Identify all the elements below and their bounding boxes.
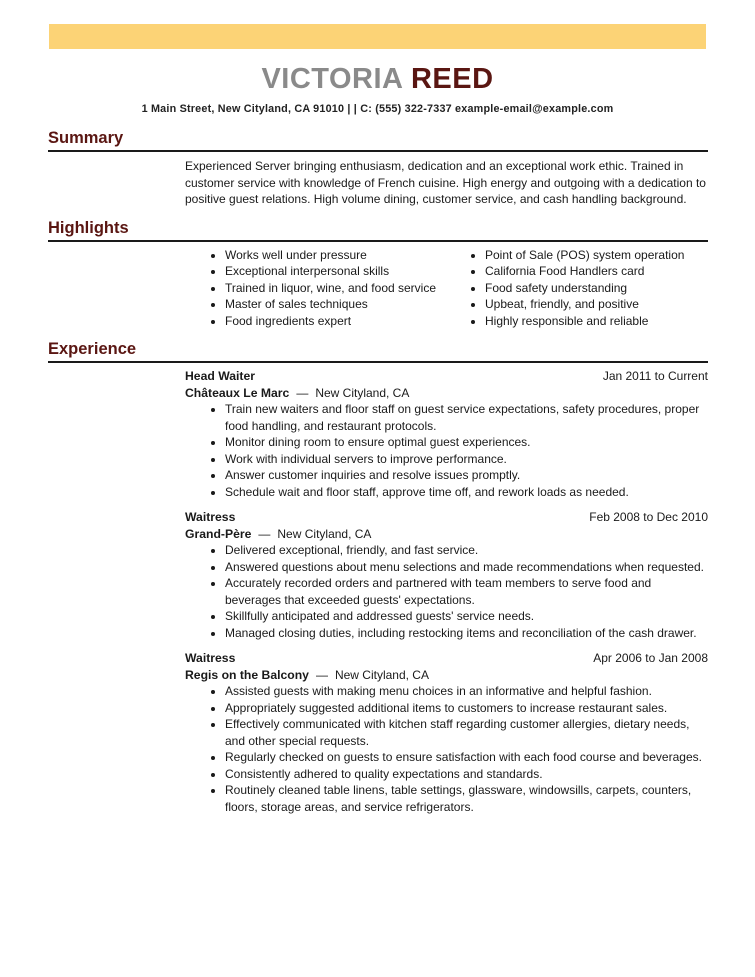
job-bullet: • Answered questions about menu selections and made recommendations when requested. — [225, 559, 708, 576]
company-separator: — — [296, 385, 309, 400]
resume-name — [0, 62, 755, 96]
accent-bar — [49, 24, 706, 49]
job-bullets — [185, 401, 708, 500]
highlights-column-right — [445, 247, 708, 330]
job-entry — [185, 509, 708, 641]
company-separator: — — [258, 526, 271, 541]
company-location: New Cityland, CA — [334, 667, 429, 682]
company-name: Grand-Père — [185, 526, 252, 541]
section-highlights — [48, 218, 708, 330]
highlights-column-left — [185, 247, 445, 330]
job-bullet: • Answer customer inquiries and resolve issues promptly. — [225, 467, 708, 484]
highlight-item: • Food ingredients expert — [225, 313, 445, 330]
job-dates: Apr 2006 to Jan 2008 — [593, 651, 708, 665]
highlight-item: • Trained in liquor, wine, and food service — [225, 280, 445, 297]
job-bullet: • Work with individual servers to improve performance. — [225, 451, 708, 468]
job-title: Waitress — [185, 651, 236, 665]
summary-title: Summary — [48, 128, 708, 152]
job-company-line — [185, 526, 708, 543]
job-bullet: • Skillfully anticipated and addressed guests' service needs. — [225, 608, 708, 625]
highlight-item: • Highly responsible and reliable — [485, 313, 708, 330]
highlights-title: Highlights — [48, 218, 708, 242]
company-name: Regis on the Balcony — [185, 667, 309, 682]
job-bullets — [185, 542, 708, 641]
first-name: VICTORIA — [261, 63, 403, 95]
experience-title: Experience — [48, 339, 708, 363]
company-location: New Cityland, CA — [315, 385, 410, 400]
highlight-item: • Point of Sale (POS) system operation — [485, 247, 708, 264]
job-title: Waitress — [185, 510, 236, 524]
job-bullet: • Regularly checked on guests to ensure satisfaction with each food course and beverages. — [225, 749, 708, 766]
job-bullet: • Effectively communicated with kitchen staff regarding customer allergies, dietary needs, and other special requests. — [225, 716, 708, 749]
job-entry — [185, 368, 708, 500]
experience-body — [185, 368, 708, 815]
job-bullet: • Routinely cleaned table linens, table settings, glassware, windowsills, carpets, counters, floors, storage areas, and service refrigerators. — [225, 782, 708, 815]
job-company-line — [185, 385, 708, 402]
summary-body — [185, 158, 708, 208]
job-title: Head Waiter — [185, 369, 255, 383]
section-experience — [48, 339, 708, 815]
summary-text: Experienced Server bringing enthusiasm, dedication and an exceptional work ethic. Trained in customer service with knowledge of French cuisine. High energy and outgoing with a dedication to positive guest relations. High volume dining, customer service, and cash handling background. — [185, 159, 706, 206]
job-entry — [185, 650, 708, 815]
job-bullets — [185, 683, 708, 815]
job-bullet: • Accurately recorded orders and partnered with team members to serve food and beverages that exceeded guests' expectations. — [225, 575, 708, 608]
job-dates: Feb 2008 to Dec 2010 — [589, 510, 708, 524]
job-bullet: • Assisted guests with making menu choices in an informative and helpful fashion. — [225, 683, 708, 700]
highlight-item: • Food safety understanding — [485, 280, 708, 297]
company-name: Châteaux Le Marc — [185, 385, 290, 400]
job-bullet: • Consistently adhered to quality expectations and standards. — [225, 766, 708, 783]
company-location: New Cityland, CA — [277, 526, 372, 541]
job-bullet: • Appropriately suggested additional items to customers to increase restaurant sales. — [225, 700, 708, 717]
company-separator: — — [315, 667, 328, 682]
job-bullet: • Managed closing duties, including restocking items and reconciliation of the cash drawer. — [225, 625, 708, 642]
job-header — [185, 368, 708, 385]
highlight-item: • Upbeat, friendly, and positive — [485, 296, 708, 313]
section-summary — [48, 128, 708, 208]
job-dates: Jan 2011 to Current — [602, 369, 708, 383]
job-bullet: • Schedule wait and floor staff, approve time off, and rework loads as needed. — [225, 484, 708, 501]
job-bullet: • Delivered exceptional, friendly, and fast service. — [225, 542, 708, 559]
contact-line: 1 Main Street, New Cityland, CA 91010 | | C: (555) 322-7337 example-email@example.com — [141, 103, 614, 115]
highlights-body — [185, 247, 708, 330]
job-bullet: • Train new waiters and floor staff on guest service expectations, safety procedures, proper food handling, and restaurant protocols. — [225, 401, 708, 434]
job-company-line — [185, 667, 708, 684]
job-header — [185, 509, 708, 526]
job-bullet: • Monitor dining room to ensure optimal guest experiences. — [225, 434, 708, 451]
highlight-item: • Exceptional interpersonal skills — [225, 263, 445, 280]
highlight-item: • Master of sales techniques — [225, 296, 445, 313]
job-header — [185, 650, 708, 667]
highlight-item: • California Food Handlers card — [485, 263, 708, 280]
resume-header — [0, 0, 755, 115]
last-name: REED — [410, 63, 494, 95]
highlight-item: • Works well under pressure — [225, 247, 445, 264]
